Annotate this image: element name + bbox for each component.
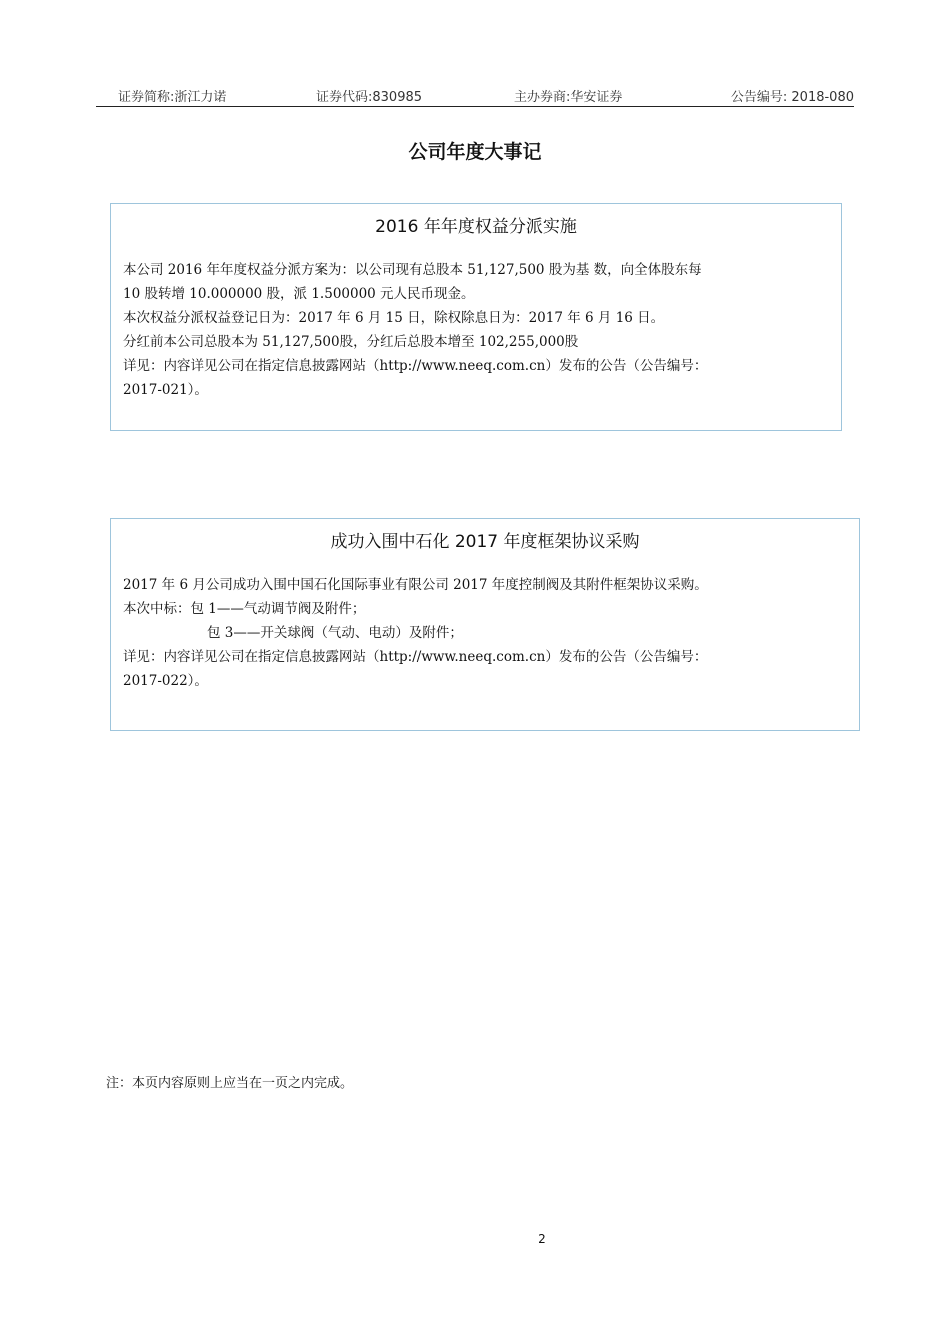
event-body xyxy=(111,258,841,402)
event-title: 成功入围中石化 2017 年度框架协议采购 xyxy=(330,532,640,552)
security-code: 证券代码:830985 xyxy=(316,90,423,105)
event-line: 详见：内容详见公司在指定信息披露网站（http://www.neeq.com.cn）发布的公告（公告编号： xyxy=(123,649,708,665)
event-body xyxy=(111,573,859,693)
event-line: 2017 年 6 月公司成功入围中国石化国际事业有限公司 2017 年度控制阀及其附件框架协议采购。 xyxy=(123,577,708,593)
security-abbreviation: 证券简称:浙江力诺 xyxy=(118,90,227,105)
event-line: 本次权益分派权益登记日为：2017 年 6 月 15 日，除权除息日为：2017 年 6 月 16 日。 xyxy=(123,310,665,326)
event-line: 详见：内容详见公司在指定信息披露网站（http://www.neeq.com.cn）发布的公告（公告编号： xyxy=(123,358,708,374)
page-header xyxy=(96,86,854,107)
event-line: 2017-022）。 xyxy=(123,673,208,689)
event-box-dividend xyxy=(110,203,842,431)
event-line: 包 3——开关球阀（气动、电动）及附件； xyxy=(207,625,463,641)
page-note: 注：本页内容原则上应当在一页之内完成。 xyxy=(106,1076,354,1091)
notice-number: 公告编号: 2018-080 xyxy=(730,90,854,105)
event-title: 2016 年年度权益分派实施 xyxy=(375,217,577,237)
event-box-sinopec xyxy=(110,518,860,731)
event-line: 本公司 2016 年年度权益分派方案为：以公司现有总股本 51,127,500 股为基 数，向全体股东每 xyxy=(123,262,702,278)
event-line: 本次中标：包 1——气动调节阀及附件； xyxy=(123,601,366,617)
page-number: 2 xyxy=(538,1232,546,1246)
event-line: 10 股转增 10.000000 股，派 1.500000 元人民币现金。 xyxy=(123,286,475,302)
event-line: 分红前本公司总股本为 51,127,500股，分红后总股本增至 102,255,000股 xyxy=(123,334,579,350)
page-title: 公司年度大事记 xyxy=(408,141,542,163)
event-line: 2017-021）。 xyxy=(123,382,208,398)
sponsor-broker: 主办券商:华安证券 xyxy=(514,90,623,105)
